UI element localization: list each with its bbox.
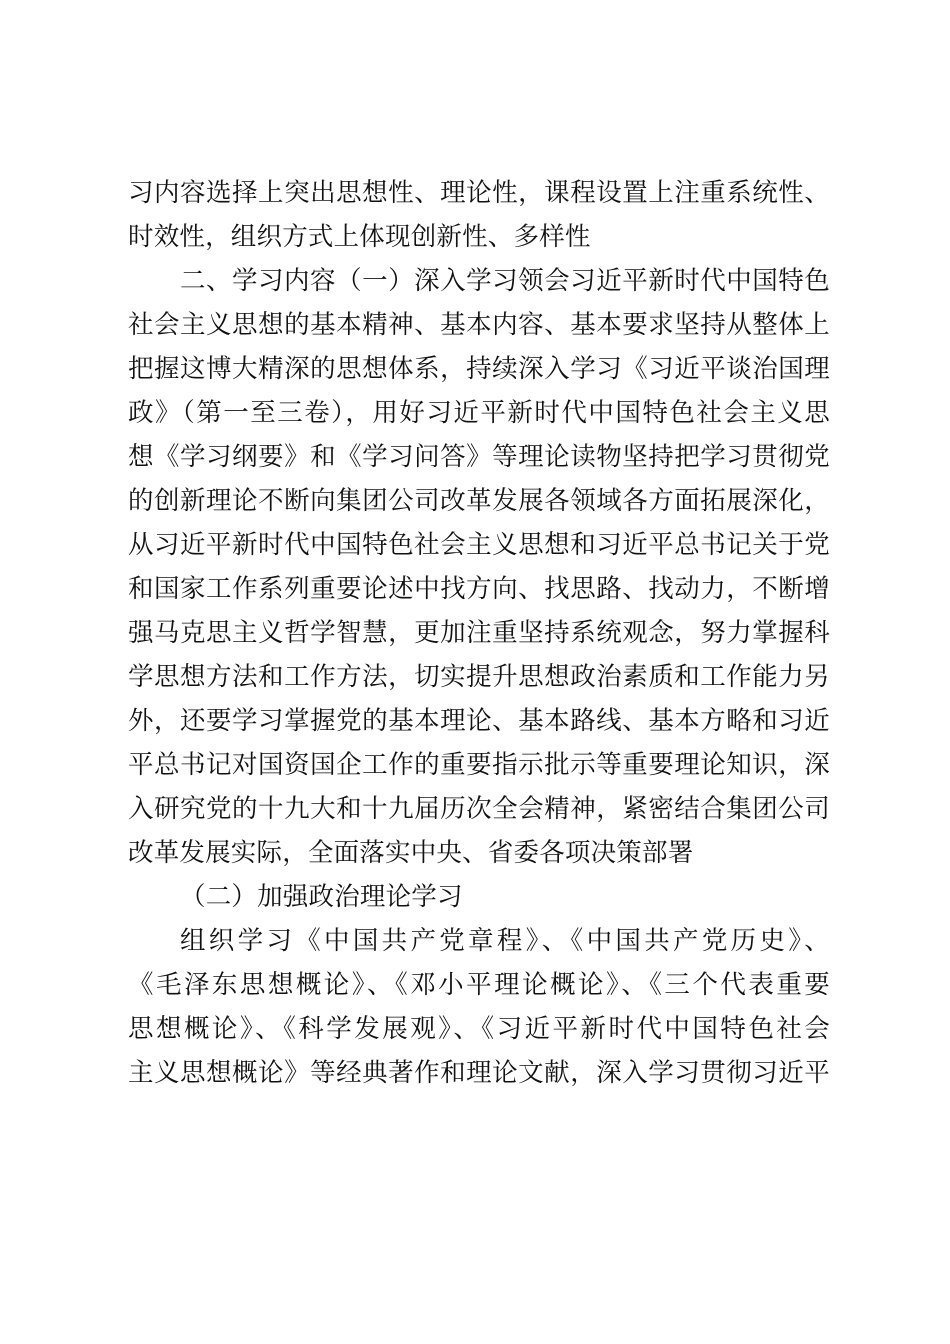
text-line: 社会主义思想的基本精神、基本内容、基本要求坚持从整体上 [128, 310, 830, 340]
text-line: 的创新理论不断向集团公司改革发展各领域各方面拓展深化， [128, 486, 830, 516]
text-line: 改革发展实际，全面落实中央、省委各项决策部署 [128, 838, 694, 868]
section-heading-line: 二、学习内容（一）深入学习领会习近平新时代中国特色 [180, 266, 830, 296]
subsection-heading-line: （二）加强政治理论学习 [180, 882, 463, 912]
text-line: 思想概论》、《科学发展观》、《习近平新时代中国特色社会 [128, 1014, 830, 1044]
text-line: 《毛泽东思想概论》、《邓小平理论概论》、《三个代表重要 [128, 970, 830, 1000]
text-line: 和国家工作系列重要论述中找方向、找思路、找动力，不断增 [128, 574, 830, 604]
text-line: 习内容选择上突出思想性、理论性，课程设置上注重系统性、 [128, 178, 830, 208]
text-line: 强马克思主义哲学智慧，更加注重坚持系统观念，努力掌握科 [128, 618, 830, 648]
text-line: 外，还要学习掌握党的基本理论、基本路线、基本方略和习近 [128, 706, 830, 736]
text-line: 把握这博大精深的思想体系，持续深入学习《习近平谈治国理 [128, 354, 830, 384]
text-line: 政》（第一至三卷），用好习近平新时代中国特色社会主义思 [128, 398, 830, 428]
text-line: 主义思想概论》等经典著作和理论文献，深入学习贯彻习近平 [128, 1058, 830, 1088]
text-line: 组织学习《中国共产党章程》、《中国共产党历史》、 [180, 926, 830, 956]
text-line: 从习近平新时代中国特色社会主义思想和习近平总书记关于党 [128, 530, 830, 560]
text-line: 平总书记对国资国企工作的重要指示批示等重要理论知识，深 [128, 750, 830, 780]
document-body [128, 171, 830, 1095]
text-line: 学思想方法和工作方法，切实提升思想政治素质和工作能力另 [128, 662, 830, 692]
text-line: 想《学习纲要》和《学习问答》等理论读物坚持把学习贯彻党 [128, 442, 830, 472]
text-line: 时效性，组织方式上体现创新性、多样性 [128, 222, 591, 252]
text-line: 入研究党的十九大和十九届历次全会精神，紧密结合集团公司 [128, 794, 830, 824]
